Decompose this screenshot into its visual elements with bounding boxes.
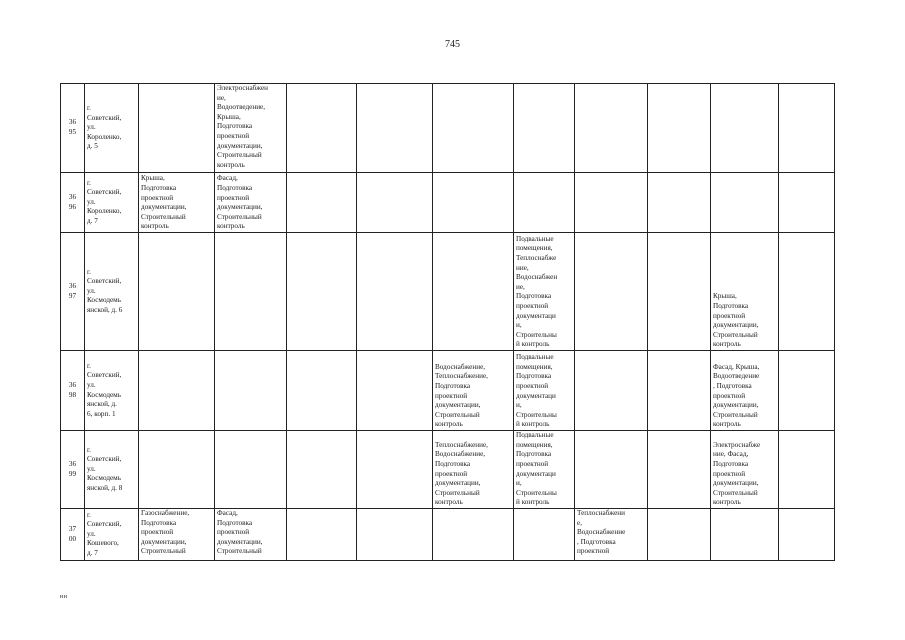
row-index: 36 95 bbox=[61, 84, 85, 173]
work-cell bbox=[575, 173, 648, 233]
work-cell bbox=[514, 509, 575, 561]
work-cell bbox=[433, 84, 514, 173]
work-cell bbox=[779, 351, 835, 431]
work-cell bbox=[287, 431, 357, 509]
table-row bbox=[61, 84, 835, 173]
address-cell: г. Советский, ул. Короленко, д. 7 bbox=[85, 173, 139, 233]
work-cell bbox=[433, 509, 514, 561]
work-cell bbox=[648, 351, 711, 431]
work-cell bbox=[779, 233, 835, 351]
work-cell bbox=[711, 173, 779, 233]
work-cell bbox=[139, 84, 215, 173]
work-cell bbox=[357, 173, 433, 233]
table-row bbox=[61, 173, 835, 233]
work-cell bbox=[779, 509, 835, 561]
work-cell bbox=[357, 431, 433, 509]
work-cell bbox=[215, 431, 287, 509]
address-cell: г. Советский, ул. Короленко, д. 5 bbox=[85, 84, 139, 173]
work-cell bbox=[287, 84, 357, 173]
work-cell bbox=[575, 233, 648, 351]
work-cell bbox=[287, 173, 357, 233]
work-cell bbox=[779, 84, 835, 173]
work-cell: Газоснабжение, Подготовка проектной документации, Строительный bbox=[139, 509, 215, 561]
work-cell bbox=[215, 233, 287, 351]
work-cell bbox=[779, 173, 835, 233]
work-cell: Крыша, Подготовка проектной документации, Строительный контроль bbox=[711, 233, 779, 351]
row-index: 36 99 bbox=[61, 431, 85, 509]
work-cell bbox=[139, 431, 215, 509]
work-cell: Электроснабжен ие, Водоотведение, Крыша, Подготовка проектной документации, Строительный контроль bbox=[215, 84, 287, 173]
table-row bbox=[61, 351, 835, 431]
address-cell: г. Советский, ул. Космодемь янской, д. 6 bbox=[85, 233, 139, 351]
work-cell bbox=[287, 509, 357, 561]
work-cell bbox=[357, 351, 433, 431]
work-cell bbox=[514, 84, 575, 173]
work-cell bbox=[779, 431, 835, 509]
work-cell bbox=[648, 84, 711, 173]
address-cell: г. Советский, ул. Космодемь янской, д. 8 bbox=[85, 431, 139, 509]
work-cell: Водоснабжение, Теплоснабжение, Подготовка проектной документации, Строительный контроль bbox=[433, 351, 514, 431]
work-cell: Крыша, Подготовка проектной документации, Строительный контроль bbox=[139, 173, 215, 233]
work-cell: Теплоснабжение, Водоснабжение, Подготовка проектной документации, Строительный контроль bbox=[433, 431, 514, 509]
work-cell bbox=[433, 233, 514, 351]
table-row bbox=[61, 509, 835, 561]
page-number: 745 bbox=[445, 39, 460, 50]
table-row bbox=[61, 233, 835, 351]
work-cell bbox=[139, 351, 215, 431]
work-cell bbox=[648, 233, 711, 351]
work-cell bbox=[514, 173, 575, 233]
work-cell: Теплоснабжени е, Водоснабжение , Подготовка проектной bbox=[575, 509, 648, 561]
work-cell bbox=[711, 84, 779, 173]
repair-schedule-table bbox=[60, 83, 835, 561]
work-cell: Подвальные помещения, Теплоснабже ние, Водоснабжен ие, Подготовка проектной документаци и, Строительны й контроль bbox=[514, 233, 575, 351]
work-cell: Фасад, Крыша, Водоотведение , Подготовка проектной документации, Строительный контроль bbox=[711, 351, 779, 431]
work-cell bbox=[357, 84, 433, 173]
table-row bbox=[61, 431, 835, 509]
address-cell: г. Советский, ул. Космодемь янской, д. 6, корп. 1 bbox=[85, 351, 139, 431]
row-index: 36 98 bbox=[61, 351, 85, 431]
work-cell bbox=[648, 431, 711, 509]
work-cell: Фасад, Подготовка проектной документации, Строительный bbox=[215, 509, 287, 561]
row-index: 36 96 bbox=[61, 173, 85, 233]
address-cell: г. Советский, ул. Кошевого, д. 7 bbox=[85, 509, 139, 561]
work-cell bbox=[287, 351, 357, 431]
work-cell bbox=[287, 233, 357, 351]
row-index: 36 97 bbox=[61, 233, 85, 351]
work-cell bbox=[139, 233, 215, 351]
work-cell bbox=[433, 173, 514, 233]
work-cell bbox=[648, 509, 711, 561]
work-cell bbox=[575, 351, 648, 431]
work-cell bbox=[648, 173, 711, 233]
work-cell: Фасад, Подготовка проектной документации, Строительный контроль bbox=[215, 173, 287, 233]
row-index: 37 00 bbox=[61, 509, 85, 561]
work-cell bbox=[575, 84, 648, 173]
work-cell bbox=[575, 431, 648, 509]
work-cell bbox=[357, 233, 433, 351]
work-cell bbox=[711, 509, 779, 561]
work-cell: Электроснабже ние, Фасад, Подготовка проектной документации, Строительный контроль bbox=[711, 431, 779, 509]
work-cell: Подвальные помещения, Подготовка проектной документаци и, Строительны й контроль bbox=[514, 351, 575, 431]
work-cell: Подвальные помещения, Подготовка проектной документаци и, Строительны й контроль bbox=[514, 431, 575, 509]
footer-mark: нн bbox=[60, 594, 68, 600]
work-cell bbox=[215, 351, 287, 431]
work-cell bbox=[357, 509, 433, 561]
